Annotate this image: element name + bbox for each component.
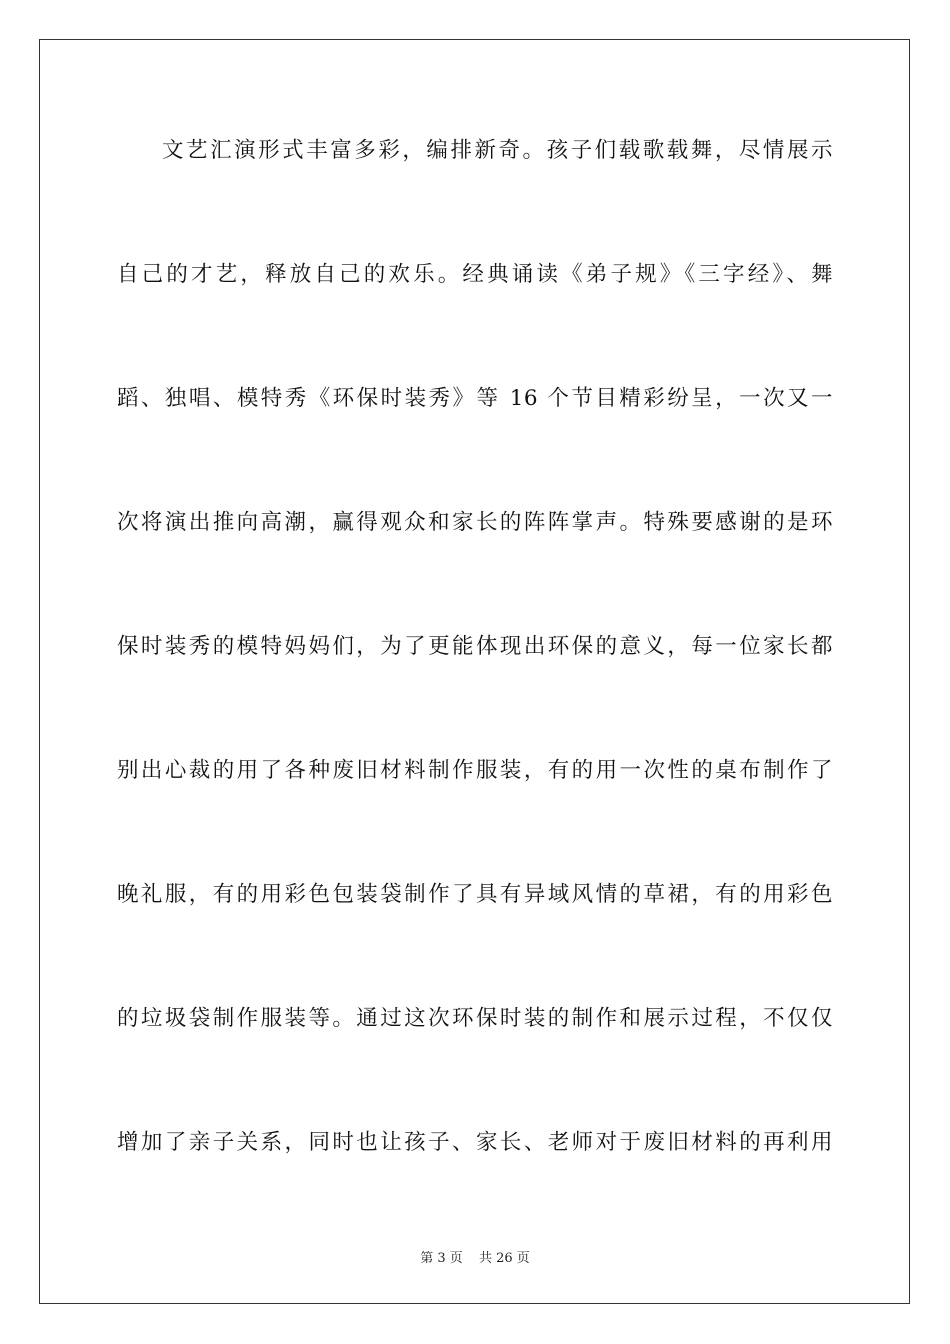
total-page-count: 共 26 页 [478, 1251, 530, 1266]
paragraph-line: 保时装秀的模特妈妈们，为了更能体现出环保的意义，每一位家长都 [117, 634, 833, 659]
paragraph-line: 晚礼服，有的用彩色包装袋制作了具有异域风情的草裙，有的用彩色 [117, 882, 833, 907]
paragraph-line: 别出心裁的用了各种废旧材料制作服装，有的用一次性的桌布制作了 [117, 758, 833, 783]
document-body [117, 120, 833, 1236]
paragraph-line: 次将演出推向高潮，赢得观众和家长的阵阵掌声。特殊要感谢的是环 [117, 510, 833, 535]
page-footer [0, 1247, 950, 1266]
paragraph-line: 自己的才艺，释放自己的欢乐。经典诵读《弟子规》《三字经》、舞 [117, 262, 833, 287]
paragraph-line: 增加了亲子关系，同时也让孩子、家长、老师对于废旧材料的再利用 [117, 1130, 833, 1155]
current-page-number: 第 3 页 [420, 1251, 463, 1266]
paragraph-line: 蹈、独唱、模特秀《环保时装秀》等 16 个节目精彩纷呈，一次又一 [117, 386, 833, 411]
paragraph-line: 的垃圾袋制作服装等。通过这次环保时装的制作和展示过程，不仅仅 [117, 1006, 833, 1031]
paragraph-line: 文艺汇演形式丰富多彩，编排新奇。孩子们载歌载舞，尽情展示 [162, 138, 833, 163]
